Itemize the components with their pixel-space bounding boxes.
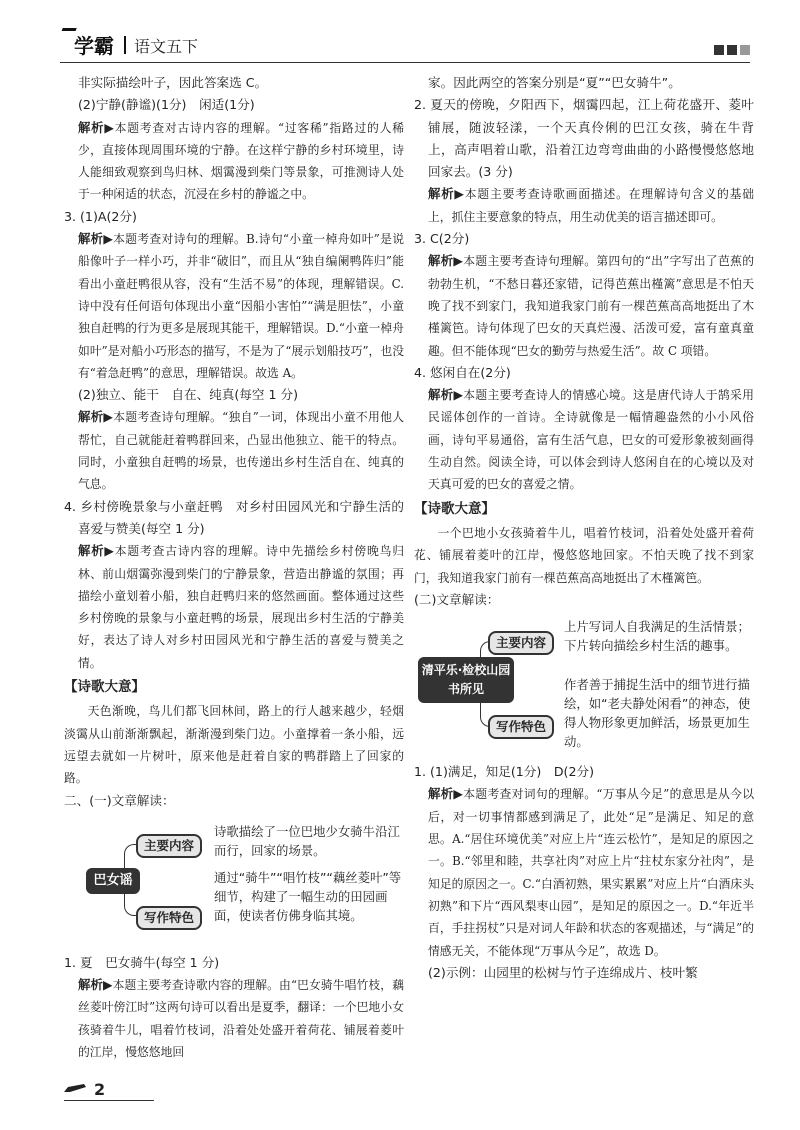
text-line: 非实际描绘叶子，因此答案选 C。 xyxy=(78,75,268,90)
page-header xyxy=(60,28,750,63)
pencil-icon xyxy=(64,1084,86,1094)
analysis: 解析▶本题考查对词句的理解。“万事从今足”的意思是从今以后，对一切事情都感到满足了，此处“足”是满足、知足的意思。A.“居住环境优美”对应上片“连云松竹”，是知足的原因之一。B.“邻里和睦，共享社肉”对应上片“拄杖东家分社肉”，是知足的原因之一。C.“白酒初熟，果实累累”对应上片“白酒床头初熟”和下片“西风梨枣山园”，是知足的原因之一。D.“年近半百，手拄拐杖”只是对词人年龄和状态的客观描述，与“满足”的情感无关，不能体现“万事从今足”，故选 D。 xyxy=(428,786,754,958)
poem-meaning: 一个巴地小女孩骑着牛儿，唱着竹枝词，沿着处处盛开着荷花、铺展着菱叶的江岸，慢悠悠地回家。不怕天晚了找不到家门，我知道我家门前有一棵芭蕉高高地挺出了木槿篱笆。 xyxy=(414,525,754,585)
analysis: 解析▶本题主要考查诗人的情感心境。这是唐代诗人于鹄采用民谣体创作的一首诗。全诗就像是一幅情趣盎然的小小风俗画，诗句平易通俗，富有生活气息，巴女的可爱形象被刻画得生动自然。阅读全诗，可以体会到诗人悠闲自在的心境以及对天真可爱的巴女的喜爱之情。 xyxy=(428,387,754,492)
analysis-tag: 解析▶ xyxy=(78,977,113,993)
answer-line: (2)宁静(静谧)(1分) 闲适(1分) xyxy=(78,97,255,113)
analysis: 解析▶本题考查对诗句的理解。B.诗句“小童一棹舟如叶”是说船像叶子一样小巧，并非“破旧”，而且从“独自编阑鸭阵归”能看出小童赶鸭很从容，没有“生活不易”的体现，理解错误。C.诗中没有任何语句体现出小童“因船小害怕”“满是胆怯”，小童独自赶鸭的行为更多是展现其能干，理解错误。D.“小童一棹舟如叶”是对船小巧形态的描写，不是为了“展示划船技巧”，也没有“着急赶鸭”的意思，理解错误。故选 A。 xyxy=(78,231,405,380)
analysis: 解析▶本题主要考查诗歌内容的理解。由“巴女骑牛唱竹枝，藕丝菱叶傍江时”这两句诗可以看出是夏季，翻译：一个巴地小女孩骑着牛儿，唱着竹枝词，沿着处处盛开着荷花、铺展着菱叶的江岸，慢悠悠地回 xyxy=(78,977,404,1059)
analysis-tag: 解析▶ xyxy=(428,253,464,269)
question-3: 3. (1)A(2分) xyxy=(64,208,137,224)
analysis: 解析▶本题考查对古诗内容的理解。“过客稀”指路过的人稀少，直接体现周围环境的宁静。在这样宁静的乡村环境里，诗人能细致观察到鸟归林、烟霭漫到柴门等景象，可推测诗人处于一种闲适的状态，沉浸在乡村的静谧之中。 xyxy=(78,119,404,202)
analysis-tag: 解析▶ xyxy=(78,119,115,135)
analysis: 解析▶本题主要考查诗句理解。第四句的“出”字写出了芭蕉的勃勃生机，“不愁日暮还家错，记得芭蕉出槿篱”意思是不怕天晚了找不到家门，我知道我家门前有一棵芭蕉高高地挺出了木槿篱笆。诗句体现了巴女的天真烂漫、活泼可爱，富有童真童趣。但不能体现“巴女的勤劳与热爱生活”。故 C 项错。 xyxy=(428,253,754,358)
answer-line: (2)示例：山园里的松树与竹子连绵成片、枝叶繁 xyxy=(428,964,698,980)
mind-map-node-style: 写作特色 xyxy=(488,715,554,739)
mind-map-node-content: 主要内容 xyxy=(136,834,202,858)
analysis-tag: 解析▶ xyxy=(428,186,465,202)
analysis: 解析▶本题主要考查诗歌画面描述。在理解诗句含义的基础上，抓住主要意象的特点，用生动优美的语言描述即可。 xyxy=(428,186,754,224)
analysis-tag: 解析▶ xyxy=(78,231,114,247)
mind-map xyxy=(64,816,404,946)
question-4: 4. 悠闲自在(2分) xyxy=(414,364,511,380)
mind-map-node-content: 主要内容 xyxy=(488,631,554,655)
left-column xyxy=(64,72,404,1063)
mind-map-node-style: 写作特色 xyxy=(136,906,202,930)
mind-map-center: 巴女谣 xyxy=(86,868,140,894)
mind-map-text: 作者善于捕捉生活中的细节进行描绘，如“老夫静处闲看”的神态，使得人物形象更加鲜活，场景更加生动。 xyxy=(564,677,751,750)
mind-map-text: 通过“骑牛”“唱竹枝”“藕丝菱叶”等细节，构建了一幅生动的田园画面，使读者仿佛身临其境。 xyxy=(214,869,402,923)
poem-meaning: 天色渐晚，鸟儿们都飞回林间，路上的行人越来越少，轻烟淡霭从山前渐渐飘起，渐渐漫到柴门边。小童撑着一条小船，远远望去就如一片树叶，原来他是赶着自家的鸭群踏上了回家的路。 xyxy=(64,704,404,786)
question-1: 1. (1)满足，知足(1分) D(2分) xyxy=(414,764,594,780)
right-column xyxy=(414,72,754,984)
section-heading: 【诗歌大意】 xyxy=(414,500,495,517)
mind-map-center: 清平乐·检校山园书所见 xyxy=(418,657,514,703)
mind-map-text: 上片写词人自我满足的生活情景；下片转向描绘乡村生活的趣事。 xyxy=(564,619,750,654)
header-separator xyxy=(124,36,126,54)
part-heading: 二、(一)文章解读： xyxy=(64,792,175,808)
brand-logo: 学霸 xyxy=(74,34,114,58)
analysis-tag: 解析▶ xyxy=(428,786,464,802)
header-subject: 语文五下 xyxy=(134,37,199,56)
analysis: 解析▶本题考查诗句理解。“独自”一词，体现出小童不用他人帮忙，自己就能赶着鸭群回来，凸显出他独立、能干的特点。同时，小童独自赶鸭的场景，也传递出乡村生活自在、纯真的气息。 xyxy=(78,409,404,492)
analysis-tag: 解析▶ xyxy=(78,543,115,559)
question-3: 3. C(2分) xyxy=(414,231,470,247)
part-heading: (二)文章解读： xyxy=(414,591,500,607)
page-number: 2 xyxy=(94,1080,106,1099)
mind-map-text: 诗歌描绘了一位巴地少女骑牛沿江而行，回家的场景。 xyxy=(214,823,400,858)
answer-line: (2)独立、能干 自在、纯真(每空 1 分) xyxy=(78,387,298,403)
question-4: 4. 乡村傍晚景象与小童赶鸭 对乡村田园风光和宁静生活的喜爱与赞美(每空 1 分) xyxy=(64,498,404,536)
mind-map xyxy=(414,615,754,755)
analysis-tag: 解析▶ xyxy=(78,409,114,425)
text-line: 家。因此两空的答案分别是“夏”“巴女骑牛”。 xyxy=(428,75,681,90)
analysis: 解析▶本题考查古诗内容的理解。诗中先描绘乡村傍晚鸟归林、前山烟霭弥漫到柴门的宁静景象，营造出静谧的氛围；再描绘小童划着小船，独自赶鸭归来的悠然画面。整体通过这些乡村傍晚的景象与小童赶鸭的场景，展现出乡村生活的宁静美好，表达了诗人对乡村田园风光和宁静生活的喜爱与赞美之情。 xyxy=(78,543,404,670)
header-squares-icon xyxy=(711,40,750,59)
footer-divider xyxy=(64,1100,154,1101)
analysis-tag: 解析▶ xyxy=(428,387,464,403)
question-2: 2. 夏天的傍晚，夕阳西下，烟霭四起，江上荷花盛开、菱叶铺展，随波轻漾，一个天真伶俐的巴江女孩，骑在牛背上，高声唱着山歌，沿着江边弯弯曲曲的小路慢慢悠悠地回家去。(3 分) xyxy=(414,97,754,180)
section-heading: 【诗歌大意】 xyxy=(64,679,145,696)
question-1: 1. 夏 巴女骑牛(每空 1 分) xyxy=(64,954,220,970)
